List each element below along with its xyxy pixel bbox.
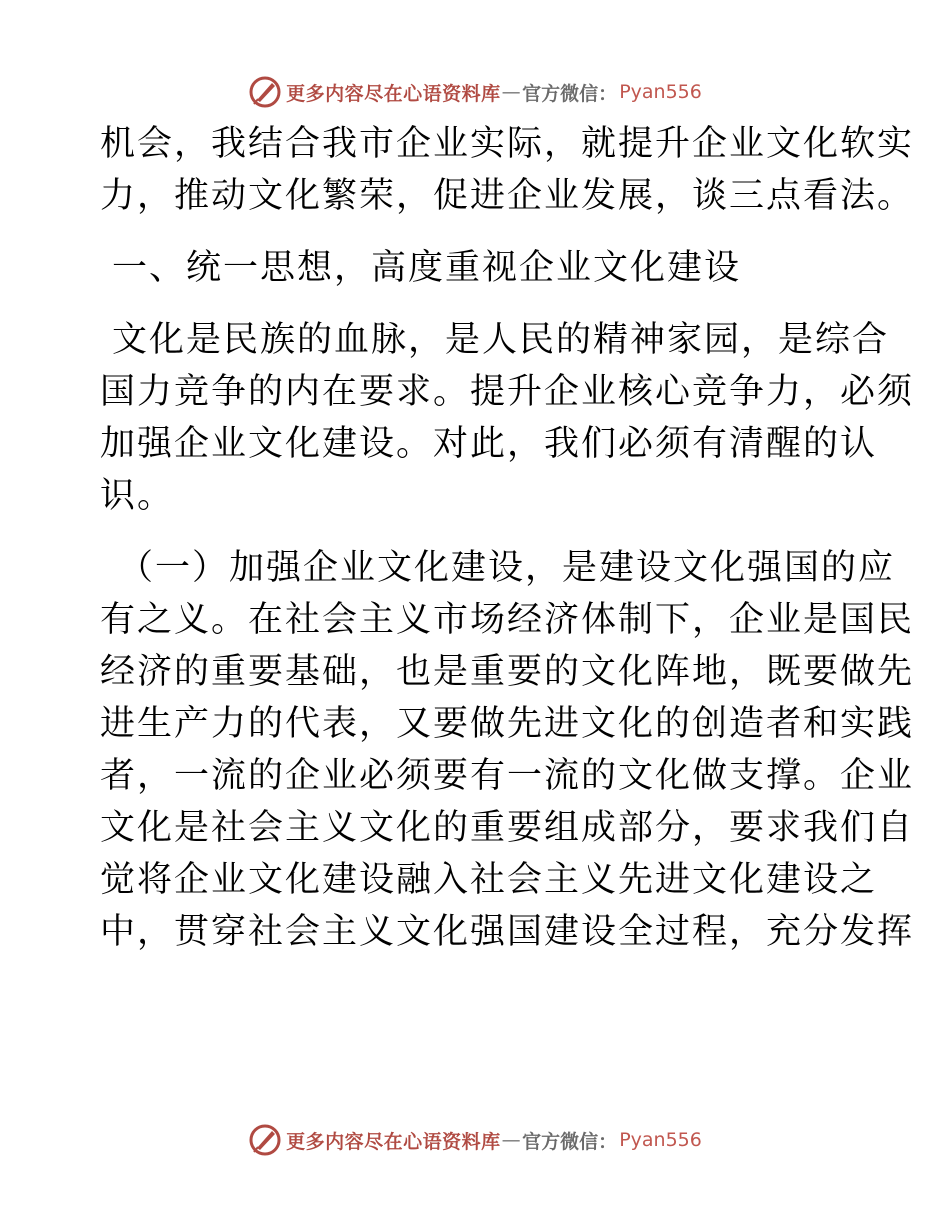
para2-line-7: 觉将企业文化建设融入社会主义先进文化建设之: [100, 860, 878, 900]
quill-logo-icon: [248, 75, 282, 109]
para1-line-2: 国力竞争的内在要求。提升企业核心竞争力，必须: [100, 372, 915, 412]
watermark-id: Pyan556: [619, 81, 702, 103]
watermark-channel: 官方微信：: [522, 1130, 618, 1153]
para1-line-3: 加强企业文化建设。对此，我们必须有清醒的认: [100, 424, 878, 464]
watermark-id: Pyan556: [619, 1129, 702, 1151]
section-heading-1: 一、统一思想，高度重视企业文化建设: [112, 248, 742, 288]
watermark-brand: 更多内容尽在心语资料库: [286, 82, 501, 105]
para2-line-8: 中，贯穿社会主义文化强国建设全过程，充分发挥: [100, 912, 915, 952]
watermark-brand: 更多内容尽在心语资料库: [286, 1130, 501, 1153]
para1-line-1: 文化是民族的血脉，是人民的精神家园，是综合: [112, 320, 890, 360]
watermark-dash: —: [501, 1129, 522, 1151]
quill-logo-icon: [248, 1123, 282, 1157]
watermark-dash: —: [501, 81, 522, 103]
intro-line-1: 机会，我结合我市企业实际，就提升企业文化软实: [100, 124, 915, 164]
watermark-channel: 官方微信：: [522, 82, 618, 105]
para2-line-5: 者，一流的企业必须要有一流的文化做支撑。企业: [100, 756, 915, 796]
footer-watermark: [0, 1120, 950, 1160]
para2-line-4: 进生产力的代表，又要做先进文化的创造者和实践: [100, 704, 915, 744]
para2-line-3: 经济的重要基础，也是重要的文化阵地，既要做先: [100, 652, 915, 692]
para2-line-1: （一）加强企业文化建设，是建设文化强国的应: [118, 548, 896, 588]
header-watermark: [0, 72, 950, 112]
para2-line-2: 有之义。在社会主义市场经济体制下，企业是国民: [100, 600, 915, 640]
para1-line-4: 识。: [100, 476, 175, 516]
para2-line-6: 文化是社会主义文化的重要组成部分，要求我们自: [100, 808, 915, 848]
intro-line-2: 力，推动文化繁荣，促进企业发展，谈三点看法。: [100, 176, 915, 216]
document-body: [100, 118, 915, 958]
